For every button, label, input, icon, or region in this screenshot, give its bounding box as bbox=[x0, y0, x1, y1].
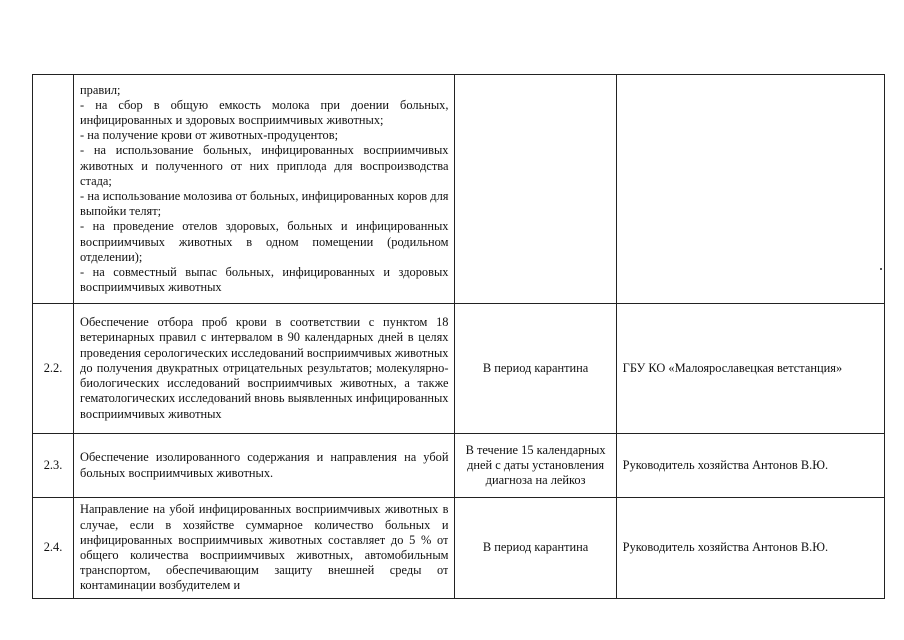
term-cell: В период карантина bbox=[455, 498, 616, 599]
term-cell: В период карантина bbox=[455, 304, 616, 434]
responsible-cell: ГБУ КО «Малоярославецкая ветстанция» bbox=[616, 304, 884, 434]
measures-table bbox=[32, 74, 885, 599]
measure-line: - на сбор в общую емкость молока при доении больных, инфицированных и здоровых восприимчивых животных; bbox=[80, 97, 449, 127]
scan-speck bbox=[880, 268, 882, 270]
row-number: 2.4. bbox=[33, 498, 74, 599]
measure-cell bbox=[74, 498, 455, 599]
term-cell bbox=[455, 75, 616, 304]
measure-cell: Обеспечение изолированного содержания и направления на убой больных восприимчивых животных. bbox=[74, 434, 455, 498]
responsible-cell: Руководитель хозяйства Антонов В.Ю. bbox=[616, 498, 884, 599]
table-row bbox=[33, 304, 885, 434]
measure-line: правил; bbox=[80, 82, 121, 97]
row-number: 2.2. bbox=[33, 304, 74, 434]
measure-line: - на использование больных, инфицированных восприимчивых животных и полученного от них приплода для воспроизводства стада; bbox=[80, 143, 449, 188]
table-row bbox=[33, 434, 885, 498]
responsible-cell: Руководитель хозяйства Антонов В.Ю. bbox=[616, 434, 884, 498]
row-number bbox=[33, 75, 74, 304]
measure-line: - на совместный выпас больных, инфицированных и здоровых восприимчивых животных bbox=[80, 265, 449, 295]
measure-line: - на получение крови от животных-продуцентов; bbox=[80, 128, 339, 143]
row-number: 2.3. bbox=[33, 434, 74, 498]
measure-cell bbox=[74, 75, 455, 304]
measure-line: - на использование молозива от больных, инфицированных коров для выпойки телят; bbox=[80, 189, 449, 219]
table-row bbox=[33, 498, 885, 599]
term-cell: В течение 15 календарных дней с даты установления диагноза на лейкоз bbox=[455, 434, 616, 498]
measure-cell: Обеспечение отбора проб крови в соответствии с пунктом 18 ветеринарных правил с интервалом в 90 календарных дней в целях проведения серологических исследований восприимчивых животных до получения двукратных отрицательных результатов; молекулярно-биологических исследований восприимчивых животных, а также гематологических исследований вновь выявленных инфицированных восприимчивых животных bbox=[74, 304, 455, 434]
responsible-cell bbox=[616, 75, 884, 304]
table-row bbox=[33, 75, 885, 304]
measure-line: - на проведение отелов здоровых, больных и инфицированных восприимчивых животных в одном помещении (родильном отделении); bbox=[80, 219, 449, 264]
measure-text: Направление на убой инфицированных восприимчивых животных в случае, если в хозяйстве суммарное количество больных и инфицированных восприимчивых животных составляет до 5 % от общего количества восприимчивых животных, автомобильным транспортом, обеспечивающим защиту внешней среды от контаминации возбудителем и bbox=[80, 502, 449, 593]
